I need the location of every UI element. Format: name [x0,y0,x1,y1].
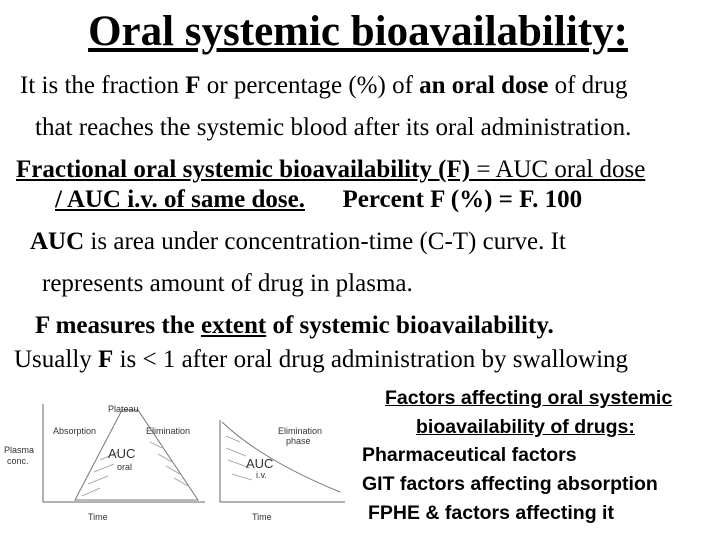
text-segment: It is the fraction [20,72,186,99]
text-segment: Usually [14,346,99,373]
elimination-phase-label-line2: phase [286,436,311,446]
plateau-label: Plateau [108,404,139,414]
formula-label: Fractional oral systemic bioavailability (F) [16,156,471,183]
percent-formula: Percent F (%) = F. 100 [342,186,583,213]
factor-item-2: GIT factors affecting absorption [362,473,658,495]
formula-numerator: = AUC oral dose [470,156,646,183]
fraction-symbol: F [98,346,114,373]
auc-iv-label: AUC [246,456,274,471]
text-segment: is area under concentration-time (C-T) curve. It [84,228,566,255]
factor-item-1: Pharmaceutical factors [362,444,577,466]
fraction-symbol: F [185,72,201,99]
elimination-label: Elimination [146,426,191,436]
oral-curve-plot [4,404,205,522]
factors-heading-2: bioavailability of drugs: [416,416,635,438]
text-segment: is < 1 after oral drug administration by swallowing [113,346,629,373]
oral-dose-text: an oral dose [419,72,549,99]
x-axis-label: Time [88,512,108,522]
absorption-label: Absorption [53,426,97,436]
auc-line-1 [30,227,566,257]
extent-word: extent [200,312,267,339]
auc-oral-label: AUC [108,446,136,461]
page-title: Oral systemic bioavailability: [88,8,628,55]
formula-line-2 [55,185,582,215]
extent-line [35,311,554,341]
y-axis-label-line2: conc. [7,456,29,466]
text-segment: of systemic bioavailability. [266,312,554,339]
iv-sub-label: i.v. [256,470,267,480]
y-axis-label-line1: Plasma [4,445,35,455]
text-segment: of drug [548,72,628,99]
oral-curve [75,410,198,500]
definition-line-1 [20,71,628,101]
usually-line [14,345,628,375]
factor-item-3: FPHE & factors affecting it [368,502,614,524]
ct-curves-figure [0,392,350,532]
oral-sub-label: oral [117,462,133,472]
formula-line-1 [16,155,645,185]
x-axis-label: Time [252,512,272,522]
spacer [305,186,343,213]
text-segment: F measures the [35,312,201,339]
auc-line-2: represents amount of drug in plasma. [42,270,413,297]
definition-line-2: that reaches the systemic blood after its oral administration. [35,114,632,141]
factors-heading-1: Factors affecting oral systemic [385,387,673,409]
elimination-phase-label-line1: Elimination [278,426,323,436]
auc-term: AUC [30,228,85,255]
iv-curve-plot [220,420,345,522]
text-segment: or percentage (%) of [200,72,420,99]
formula-denominator: / AUC i.v. of same dose. [55,186,305,213]
